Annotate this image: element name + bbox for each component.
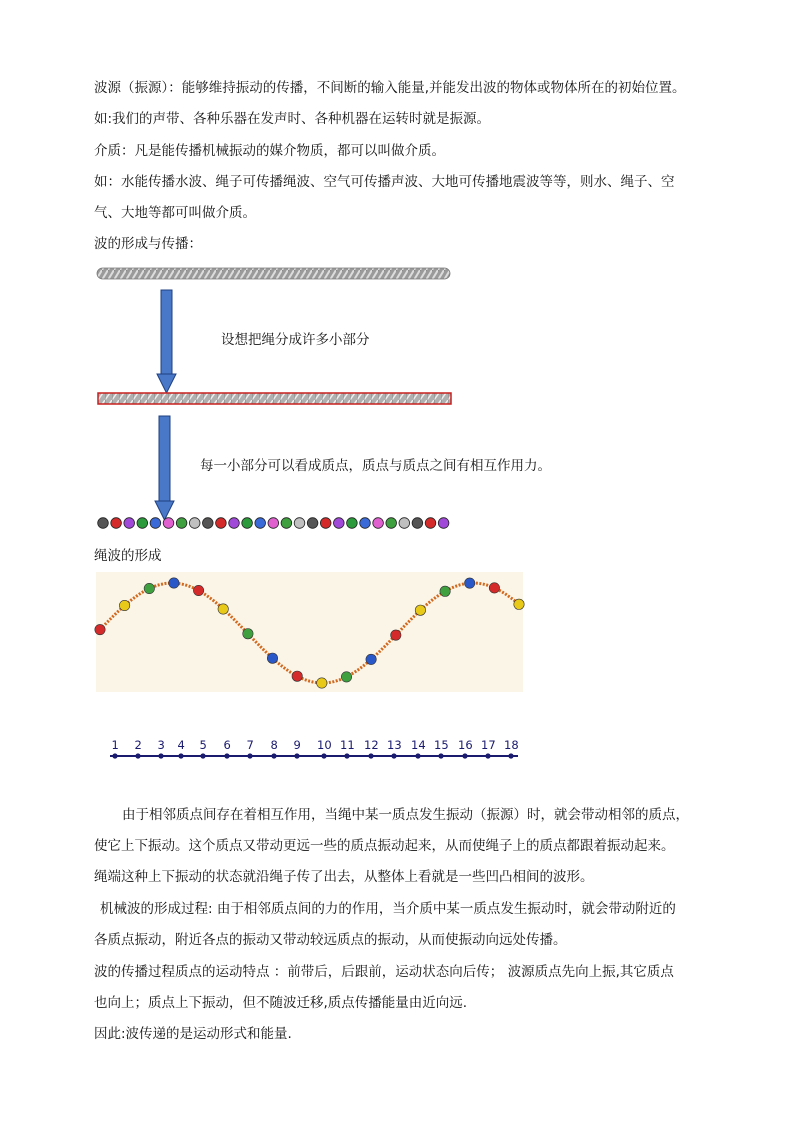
chain-bead [281,518,292,529]
axis-label: 2 [134,738,142,752]
arrow-down-2 [155,416,174,520]
axis-label: 18 [504,738,519,752]
chain-bead [242,518,253,529]
wave-bead [514,599,524,609]
axis-point [438,753,443,758]
axis-label: 7 [246,738,254,752]
axis-point [135,753,140,758]
paragraph-wave-source-example: 如:我们的声带、各种乐器在发声时、各种机器在运转时就是振源。 [94,111,491,127]
chain-bead [176,518,187,529]
axis-point [294,753,299,758]
axis-label: 16 [458,738,473,752]
caption-divide-rope: 设想把绳分成许多小部分 [221,332,370,348]
wave-bead [95,624,105,634]
rope-top [97,268,450,279]
axis-label: 4 [177,738,185,752]
chain-bead [268,518,279,529]
axis-point [485,753,490,758]
paragraph-mechanical-wave-2: 各质点振动，附近各点的振动又带动较远质点的振动，从而使振动向远处传播。 [94,932,567,948]
chain-bead [334,518,345,529]
chain-bead [163,518,174,529]
wave-bead [489,583,499,593]
wave-bead [267,653,277,663]
chain-bead [425,518,436,529]
wave-bead [169,578,179,588]
paragraph-mechanical-wave-1: 机械波的形成过程: 由于相邻质点间的力的作用，当介质中某一质点发生振动时，就会带动附近的 [100,901,676,917]
chain-bead [255,518,266,529]
chain-bead [98,518,109,529]
axis-label: 15 [434,738,449,752]
axis-label: 13 [387,738,402,752]
axis-point [391,753,396,758]
axis-point [344,753,349,758]
axis-label: 3 [157,738,165,752]
wave-bead [465,578,475,588]
chain-bead [360,518,371,529]
wave-bead [391,630,401,640]
wave-bead [193,585,203,595]
axis-label: 10 [317,738,332,752]
rope-segments [98,393,451,404]
axis-label: 1 [111,738,119,752]
wave-bead [341,672,351,682]
chain-bead [320,518,331,529]
axis-point [508,753,513,758]
wave-bead [366,654,376,664]
chain-bead [137,518,148,529]
chain-bead [124,518,135,529]
chain-bead [307,518,318,529]
axis-point [224,753,229,758]
chain-bead [399,518,410,529]
wave-bead [144,583,154,593]
wave-bead [440,586,450,596]
paragraph-propagation-2: 也向上；质点上下振动，但不随波迁移,质点传播能量由近向远. [94,995,468,1011]
wave-background [96,572,523,692]
chain-bead [111,518,122,529]
axis-point [368,753,373,758]
wave-bead [415,605,425,615]
paragraph-propagation-1: 波的传播过程质点的运动特点 ：前带后，后跟前，运动状态向后传； 波源质点先向上振,其它质点 [94,964,674,980]
axis-label: 9 [293,738,301,752]
axis-point [200,753,205,758]
bead-chain [98,518,449,529]
axis-label: 12 [364,738,379,752]
caption-particles: 每一小部分可以看成质点，质点与质点之间有相互作用力。 [200,458,551,474]
paragraph-wave-source: 波源（振源）：能够维持振动的传播，不间断的输入能量,并能发出波的物体或物体所在的初始位置。 [94,80,686,96]
heading-wave-formation: 波的形成与传播： [94,236,202,252]
axis-label: 6 [223,738,231,752]
chain-bead [438,518,449,529]
axis-point [415,753,420,758]
paragraph-conclusion: 因此:波传递的是运动形式和能量. [94,1026,292,1042]
chain-bead [373,518,384,529]
chain-bead [386,518,397,529]
axis-point [271,753,276,758]
axis-point [112,753,117,758]
axis-label: 11 [340,738,355,752]
paragraph-medium: 介质：凡是能传播机械振动的媒介物质，都可以叫做介质。 [94,143,445,159]
axis-point [247,753,252,758]
wave-bead [243,629,253,639]
axis-point [462,753,467,758]
wave-bead [119,600,129,610]
wave-bead [292,671,302,681]
axis-label: 14 [411,738,426,752]
chain-bead [347,518,358,529]
wave-bead [317,678,327,688]
chain-bead [294,518,305,529]
wave-bead [218,604,228,614]
chain-bead [229,518,240,529]
paragraph-explanation-2: 使它上下振动。这个质点又带动更远一些的质点振动起来，从而使绳子上的质点都跟着振动起来。 [94,838,675,854]
axis-point [158,753,163,758]
chain-bead [150,518,161,529]
paragraph-explanation-3: 绳端这种上下振动的状态就沿绳子传了出去，从整体上看就是一些凹凸相间的波形。 [94,869,594,885]
chain-bead [412,518,423,529]
heading-rope-wave: 绳波的形成 [94,548,162,564]
arrow-down-1 [157,290,176,393]
paragraph-medium-example-cont: 气、大地等都可叫做介质。 [94,205,256,221]
paragraph-medium-example: 如：水能传播水波、绳子可传播绳波、空气可传播声波、大地可传播地震波等等，则水、绳子、空 [94,174,675,190]
paragraph-explanation-1: 由于相邻质点间存在着相互作用，当绳中某一质点发生振动（振源）时，就会带动相邻的质点， [122,807,689,823]
axis-label: 5 [199,738,207,752]
chain-bead [189,518,200,529]
axis-point [321,753,326,758]
axis-label: 17 [481,738,496,752]
axis-point [178,753,183,758]
chain-bead [216,518,227,529]
axis-label: 8 [270,738,278,752]
chain-bead [203,518,214,529]
